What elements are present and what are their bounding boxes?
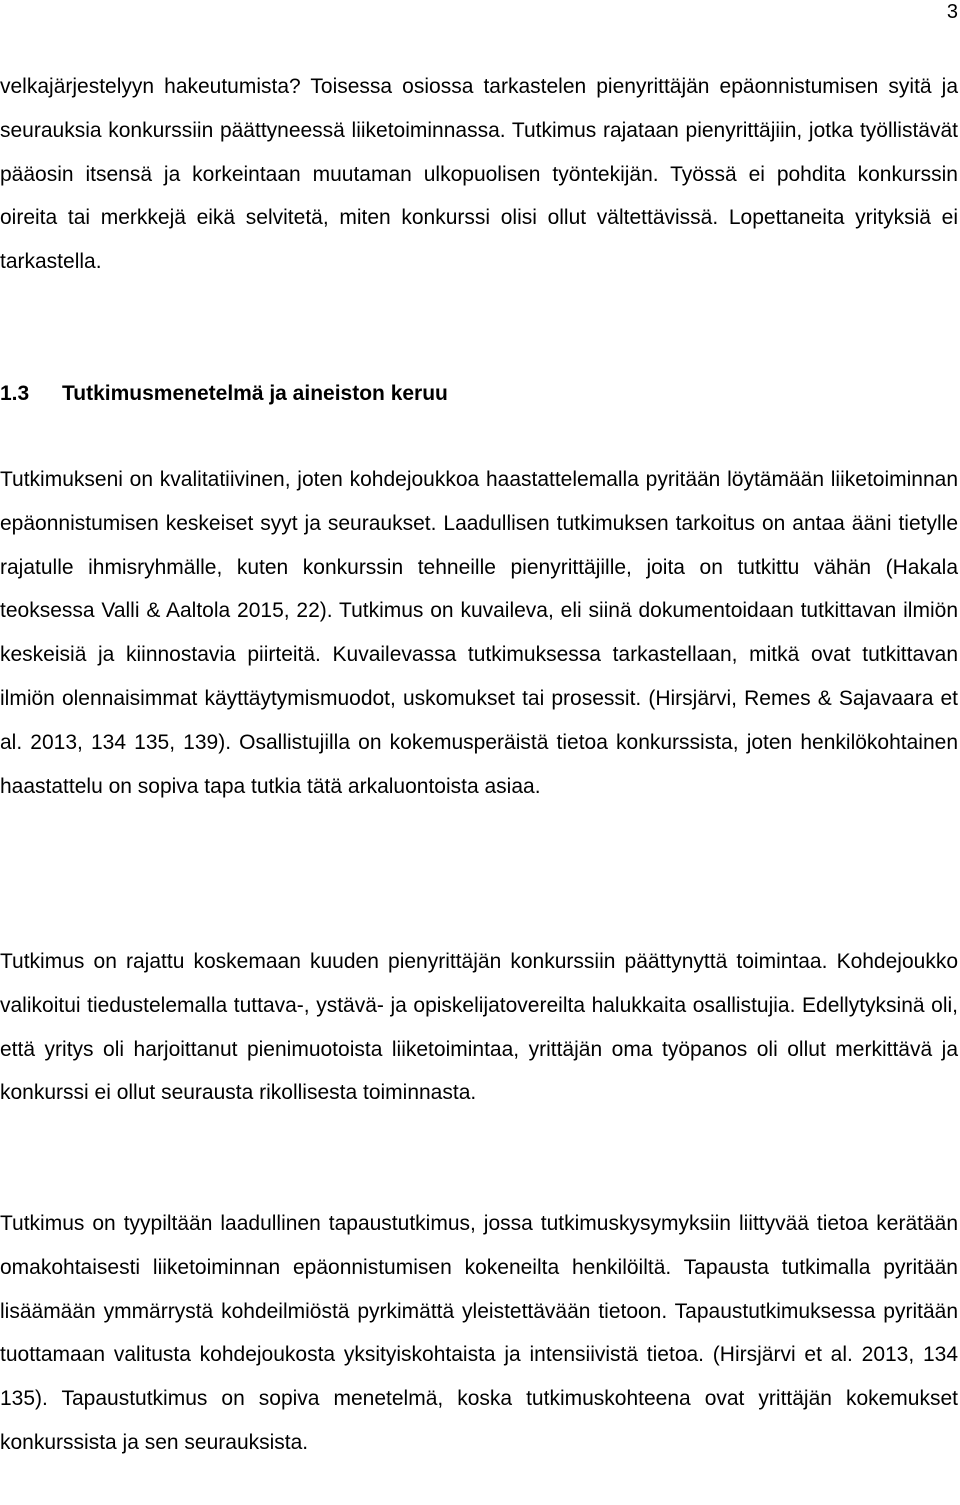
paragraph-intro: velkajärjestelyyn hakeutumista? Toisessa osiossa tarkastelen pienyrittäjän epäonnistumisen syitä ja seurauksia konkurssiin päättyneessä liiketoiminnassa. Tutkimus rajataan pienyrittäjiin, jotka työllistävät pääosin itsensä ja korkeintaan muutaman ulkopuolisen työntekijän. Työssä ei pohdita konkurssin oireita tai merkkejä eikä selvitetä, miten konkurssi olisi ollut vältettävissä. Lopettaneita yrityksiä ei tarkastella.: [0, 75, 958, 274]
paragraph-method: Tutkimukseni on kvalitatiivinen, joten kohdejoukkoa haastattelemalla pyritään löytämään liiketoiminnan epäonnistumisen keskeiset syyt ja seuraukset. Laadullisen tutkimuksen tarkoitus on antaa ääni tietylle rajatulle ihmisryhmälle, kuten konkurssin tehneille pienyrittäjille, joita on tutkittu vähän (Hakala teoksessa Valli & Aaltola 2015, 22). Tutkimus on kuvaileva, eli siinä dokumentoidaan tutkittavan ilmiön keskeisiä ja kiinnostavia piirteitä. Kuvailevassa tutkimuksessa tarkastellaan, mitkä ovat tutkittavan ilmiön olennaisimmat käyttäytymismuodot, uskomukset tai prosessit. (Hirsjärvi, Remes & Sajavaara et al. 2013, 134 135, 139). Osallistujilla on kokemusperäistä tietoa konkurssista, joten henkilökohtainen haastattelu on sopiva tapa tutkia tätä arkaluontoista asiaa.: [0, 468, 958, 798]
section-heading: [0, 372, 958, 415]
paragraph-case-study: Tutkimus on tyypiltään laadullinen tapaustutkimus, jossa tutkimuskysymyksiin liittyvää tietoa kerätään omakohtaisesti liiketoiminnan epäonnistumisen kokeneilta henkilöiltä. Tapausta tutkimalla pyritään lisäämään ymmärrystä kohdeilmiöstä pyrkimättä yleistettävään tietoon. Tapaustutkimuksessa pyritään tuottamaan valitusta kohdejoukosta yksityiskohtaista ja intensiivistä tietoa. (Hirsjärvi et al. 2013, 134 135). Tapaustutkimus on sopiva menetelmä, koska tutkimuskohteena ovat yrittäjän kokemukset konkurssista ja sen seurauksista.: [0, 1212, 958, 1454]
paragraph-scope: Tutkimus on rajattu koskemaan kuuden pienyrittäjän konkurssiin päättynyttä toimintaa. Kohdejoukko valikoitui tiedustelemalla tuttava-, ystävä- ja opiskelijatovereilta halukkaita osallistujia. Edellytyksinä oli, että yritys oli harjoittanut pienimuotoista liiketoimintaa, yrittäjän oma työpanos oli ollut merkittävä ja konkurssi ei ollut seurausta rikollisesta toiminnasta.: [0, 950, 958, 1105]
section-title: Tutkimusmenetelmä ja aineiston keruu: [62, 382, 448, 405]
page-number: 3: [946, 1, 958, 23]
section-number: 1.3: [0, 382, 30, 405]
